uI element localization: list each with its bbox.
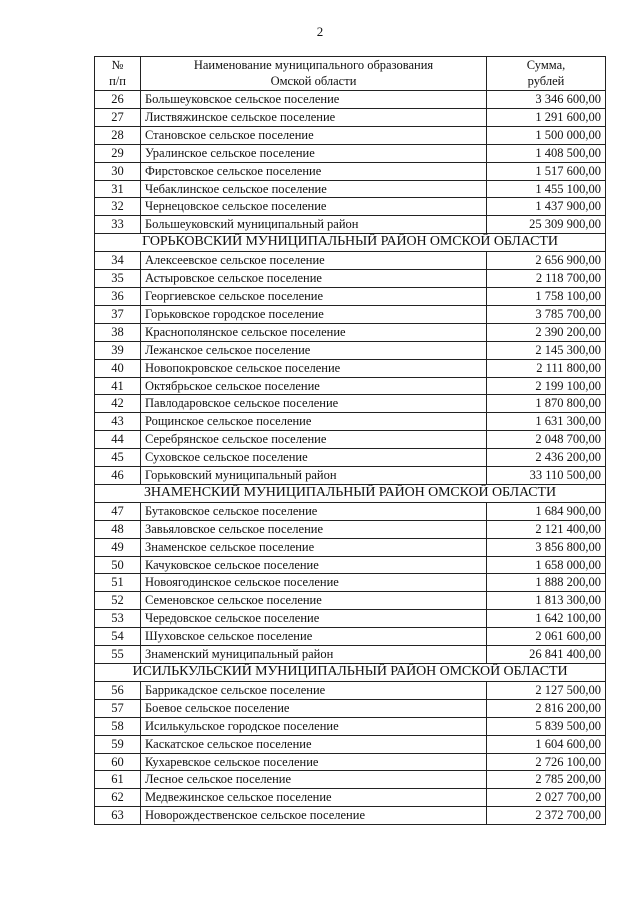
table-row [95, 789, 606, 807]
row-sum: 1 813 300,00 [487, 592, 606, 610]
row-sum: 1 604 600,00 [487, 735, 606, 753]
row-name: Семеновское сельское поселение [141, 592, 487, 610]
row-sum: 1 291 600,00 [487, 108, 606, 126]
table-body [95, 91, 606, 825]
row-number: 33 [95, 216, 141, 234]
table-row [95, 162, 606, 180]
header-name-line1: Наименование муниципального образования [193, 58, 434, 72]
row-number: 59 [95, 735, 141, 753]
table-row [95, 108, 606, 126]
row-sum: 2 111 800,00 [487, 359, 606, 377]
section-header-row [95, 234, 606, 252]
row-number: 35 [95, 270, 141, 288]
row-sum: 2 127 500,00 [487, 681, 606, 699]
row-name: Октябрьское сельское поселение [141, 377, 487, 395]
row-sum: 2 027 700,00 [487, 789, 606, 807]
page-number: 2 [316, 24, 324, 39]
row-name: Чередовское сельское поселение [141, 610, 487, 628]
table-row [95, 807, 606, 825]
row-number: 53 [95, 610, 141, 628]
row-number: 40 [95, 359, 141, 377]
row-number: 61 [95, 771, 141, 789]
row-sum: 1 517 600,00 [487, 162, 606, 180]
row-name: Каскатское сельское поселение [141, 735, 487, 753]
row-name: Листвяжинское сельское поселение [141, 108, 487, 126]
table-row [95, 556, 606, 574]
row-name: Качуковское сельское поселение [141, 556, 487, 574]
row-sum: 2 372 700,00 [487, 807, 606, 825]
table-row [95, 574, 606, 592]
table-row [95, 646, 606, 664]
table-row [95, 323, 606, 341]
row-sum: 2 061 600,00 [487, 628, 606, 646]
row-name: Большеуковский муниципальный район [141, 216, 487, 234]
row-sum: 2 121 400,00 [487, 520, 606, 538]
row-sum: 26 841 400,00 [487, 646, 606, 664]
header-sum [487, 57, 606, 91]
table-row [95, 681, 606, 699]
row-sum: 1 408 500,00 [487, 144, 606, 162]
table-row [95, 502, 606, 520]
row-number: 44 [95, 431, 141, 449]
table-row [95, 126, 606, 144]
row-name: Баррикадское сельское поселение [141, 681, 487, 699]
header-name-line2: Омской области [270, 73, 357, 88]
row-number: 37 [95, 305, 141, 323]
row-number: 55 [95, 646, 141, 664]
table-row [95, 431, 606, 449]
row-number: 62 [95, 789, 141, 807]
row-number: 63 [95, 807, 141, 825]
row-name: Медвежинское сельское поселение [141, 789, 487, 807]
row-name: Кухаревское сельское поселение [141, 753, 487, 771]
row-number: 28 [95, 126, 141, 144]
row-number: 32 [95, 198, 141, 216]
row-sum: 2 048 700,00 [487, 431, 606, 449]
row-number: 34 [95, 252, 141, 270]
row-sum: 2 199 100,00 [487, 377, 606, 395]
table-row [95, 592, 606, 610]
row-name: Знаменский муниципальный район [141, 646, 487, 664]
table-row [95, 413, 606, 431]
row-number: 38 [95, 323, 141, 341]
row-sum: 1 870 800,00 [487, 395, 606, 413]
row-sum: 2 145 300,00 [487, 341, 606, 359]
row-name: Горьковское городское поселение [141, 305, 487, 323]
table-row [95, 359, 606, 377]
table-row [95, 252, 606, 270]
section-header-row [95, 484, 606, 502]
row-number: 36 [95, 287, 141, 305]
table-row [95, 520, 606, 538]
row-sum: 1 455 100,00 [487, 180, 606, 198]
row-number: 26 [95, 91, 141, 109]
funding-table [94, 56, 606, 825]
row-number: 46 [95, 467, 141, 485]
row-number: 30 [95, 162, 141, 180]
row-sum: 3 856 800,00 [487, 538, 606, 556]
table-row [95, 287, 606, 305]
row-name: Фирстовское сельское поселение [141, 162, 487, 180]
row-sum: 1 437 900,00 [487, 198, 606, 216]
row-number: 47 [95, 502, 141, 520]
row-name: Шуховское сельское поселение [141, 628, 487, 646]
table-row [95, 735, 606, 753]
table-row [95, 467, 606, 485]
row-number: 31 [95, 180, 141, 198]
row-number: 57 [95, 699, 141, 717]
table-row [95, 449, 606, 467]
row-sum: 2 118 700,00 [487, 270, 606, 288]
row-name: Завьяловское сельское поселение [141, 520, 487, 538]
table-row [95, 610, 606, 628]
row-sum: 2 656 900,00 [487, 252, 606, 270]
row-name: Чебаклинское сельское поселение [141, 180, 487, 198]
row-sum: 2 785 200,00 [487, 771, 606, 789]
row-name: Большеуковское сельское поселение [141, 91, 487, 109]
row-number: 42 [95, 395, 141, 413]
section-header-row [95, 664, 606, 682]
row-name: Рощинское сельское поселение [141, 413, 487, 431]
row-name: Лесное сельское поселение [141, 771, 487, 789]
row-number: 39 [95, 341, 141, 359]
row-sum: 2 390 200,00 [487, 323, 606, 341]
row-number: 51 [95, 574, 141, 592]
row-sum: 1 658 000,00 [487, 556, 606, 574]
row-number: 49 [95, 538, 141, 556]
table-row [95, 377, 606, 395]
row-name: Новоягодинское сельское поселение [141, 574, 487, 592]
row-sum: 3 346 600,00 [487, 91, 606, 109]
row-number: 27 [95, 108, 141, 126]
table-row [95, 753, 606, 771]
row-name: Лежанское сельское поселение [141, 341, 487, 359]
row-sum: 2 436 200,00 [487, 449, 606, 467]
header-name [141, 57, 487, 91]
table-row [95, 717, 606, 735]
table-row [95, 91, 606, 109]
header-number-line1: № [111, 58, 124, 72]
row-name: Горьковский муниципальный район [141, 467, 487, 485]
row-number: 41 [95, 377, 141, 395]
row-name: Исилькульское городское поселение [141, 717, 487, 735]
row-name: Астыровское сельское поселение [141, 270, 487, 288]
section-title: ГОРЬКОВСКИЙ МУНИЦИПАЛЬНЫЙ РАЙОН ОМСКОЙ ОБЛАСТИ [95, 234, 606, 252]
row-name: Бутаковское сельское поселение [141, 502, 487, 520]
table-row [95, 216, 606, 234]
row-sum: 33 110 500,00 [487, 467, 606, 485]
table-row [95, 270, 606, 288]
table-row [95, 699, 606, 717]
header-sum-line2: рублей [527, 73, 565, 88]
row-number: 50 [95, 556, 141, 574]
row-sum: 1 642 100,00 [487, 610, 606, 628]
table-row [95, 628, 606, 646]
row-number: 58 [95, 717, 141, 735]
row-sum: 25 309 900,00 [487, 216, 606, 234]
row-sum: 2 816 200,00 [487, 699, 606, 717]
table-row [95, 144, 606, 162]
row-name: Новорождественское сельское поселение [141, 807, 487, 825]
table-row [95, 341, 606, 359]
row-number: 45 [95, 449, 141, 467]
header-number-line2: п/п [109, 73, 126, 88]
row-name: Суховское сельское поселение [141, 449, 487, 467]
table-row [95, 180, 606, 198]
row-sum: 5 839 500,00 [487, 717, 606, 735]
row-name: Краснополянское сельское поселение [141, 323, 487, 341]
row-sum: 1 684 900,00 [487, 502, 606, 520]
row-sum: 1 500 000,00 [487, 126, 606, 144]
row-sum: 1 758 100,00 [487, 287, 606, 305]
row-number: 56 [95, 681, 141, 699]
row-name: Чернецовское сельское поселение [141, 198, 487, 216]
row-number: 60 [95, 753, 141, 771]
table-row [95, 305, 606, 323]
row-name: Уралинское сельское поселение [141, 144, 487, 162]
header-sum-line1: Сумма, [526, 58, 566, 72]
row-name: Павлодаровское сельское поселение [141, 395, 487, 413]
row-number: 52 [95, 592, 141, 610]
section-title: ИСИЛЬКУЛЬСКИЙ МУНИЦИПАЛЬНЫЙ РАЙОН ОМСКОЙ ОБЛАСТИ [95, 664, 606, 682]
row-sum: 2 726 100,00 [487, 753, 606, 771]
row-name: Новопокровское сельское поселение [141, 359, 487, 377]
row-number: 48 [95, 520, 141, 538]
row-sum: 1 631 300,00 [487, 413, 606, 431]
header-number [95, 57, 141, 91]
row-name: Становское сельское поселение [141, 126, 487, 144]
row-name: Знаменское сельское поселение [141, 538, 487, 556]
table-row [95, 771, 606, 789]
row-name: Боевое сельское поселение [141, 699, 487, 717]
table-header-row [95, 57, 606, 91]
row-name: Серебрянское сельское поселение [141, 431, 487, 449]
row-number: 54 [95, 628, 141, 646]
row-sum: 3 785 700,00 [487, 305, 606, 323]
row-number: 29 [95, 144, 141, 162]
row-sum: 1 888 200,00 [487, 574, 606, 592]
row-name: Алексеевское сельское поселение [141, 252, 487, 270]
row-number: 43 [95, 413, 141, 431]
section-title: ЗНАМЕНСКИЙ МУНИЦИПАЛЬНЫЙ РАЙОН ОМСКОЙ ОБЛАСТИ [95, 484, 606, 502]
row-name: Георгиевское сельское поселение [141, 287, 487, 305]
table-row [95, 198, 606, 216]
table-row [95, 538, 606, 556]
table-row [95, 395, 606, 413]
